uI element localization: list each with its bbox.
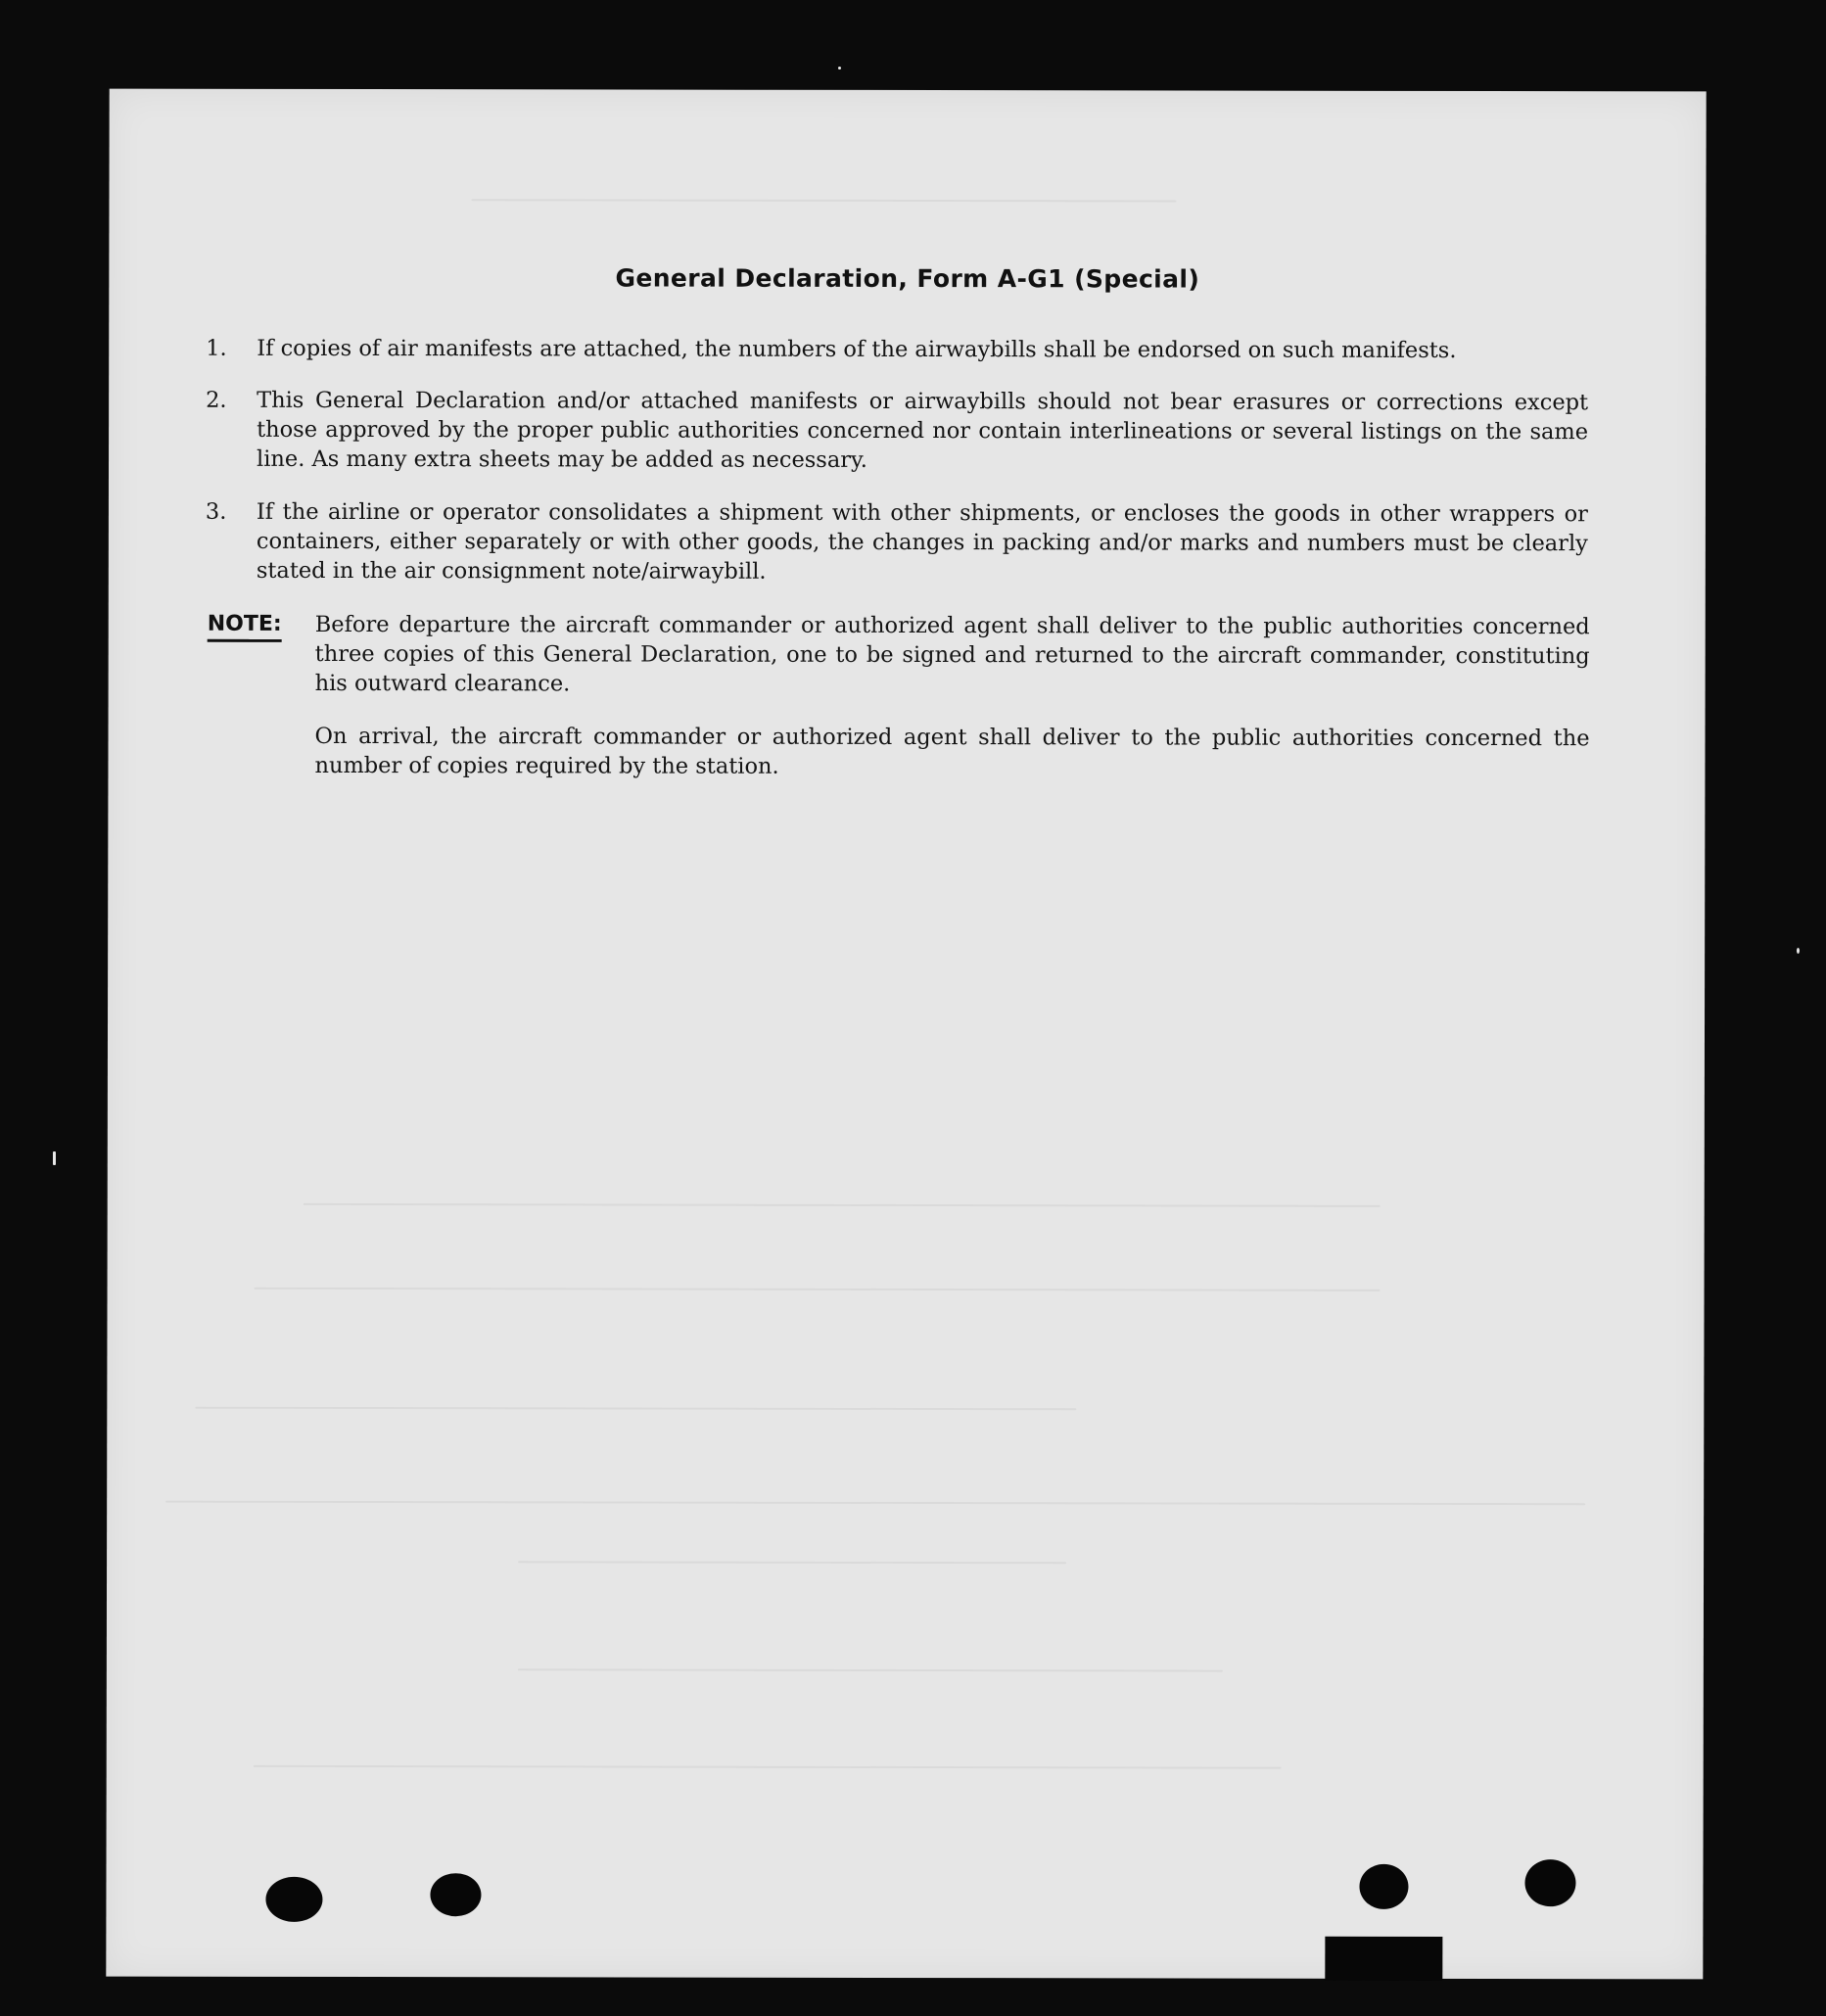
bleed-through-mark xyxy=(165,1501,1585,1506)
bleed-through-mark xyxy=(255,1288,1381,1291)
item-number: 2. xyxy=(206,387,227,413)
instruction-item-2 xyxy=(206,386,1588,476)
punch-hole xyxy=(430,1873,481,1916)
bleed-through-mark xyxy=(518,1561,1066,1564)
document-page xyxy=(106,89,1706,1980)
torn-corner xyxy=(1325,1937,1442,1981)
scan-speck xyxy=(53,1151,56,1165)
punch-hole xyxy=(1524,1859,1575,1906)
item-text: If the airline or operator consolidates a shipment with other shipments, or encloses the goods in other wrappers or containers, either separately or with other goods, the changes in packing and/or marks and numbers must be clearly stated in the air consignment note/airwaybill. xyxy=(256,498,1588,585)
scan-speck xyxy=(1797,948,1800,954)
punch-hole xyxy=(1359,1864,1408,1909)
instruction-item-1 xyxy=(206,334,1588,365)
bleed-through-mark xyxy=(195,1407,1076,1411)
bleed-through-mark xyxy=(304,1203,1381,1207)
scan-speck xyxy=(838,67,841,70)
document-title: General Declaration, Form A-G1 (Special) xyxy=(615,263,1200,294)
note-paragraph-departure: Before departure the aircraft commander or authorized agent shall deliver to the public authorities concerned three copies of this General Declaration, one to be signed and returned to the aircraft commander, constituting his outward clearance. xyxy=(314,611,1590,697)
item-text: This General Declaration and/or attached manifests or airwaybills should not bear erasures or corrections except those approved by the proper public authorities concerned nor contain interlineations or several listings on the same line. As many extra sheets may be added as necessary. xyxy=(257,387,1589,473)
bleed-through-mark xyxy=(254,1765,1282,1769)
item-number: 1. xyxy=(206,335,227,361)
bleed-through-mark xyxy=(471,199,1176,202)
bleed-through-mark xyxy=(518,1668,1223,1671)
item-number: 3. xyxy=(205,498,227,525)
note-label: NOTE: xyxy=(208,610,282,642)
instruction-item-3 xyxy=(206,497,1588,587)
note-paragraph-arrival: On arrival, the aircraft commander or authorized agent shall deliver to the public authorities concerned the number of copies required by the station. xyxy=(314,723,1590,779)
punch-hole xyxy=(265,1877,322,1922)
item-text: If copies of air manifests are attached, the numbers of the airwaybills shall be endorsed on such manifests. xyxy=(257,335,1457,363)
